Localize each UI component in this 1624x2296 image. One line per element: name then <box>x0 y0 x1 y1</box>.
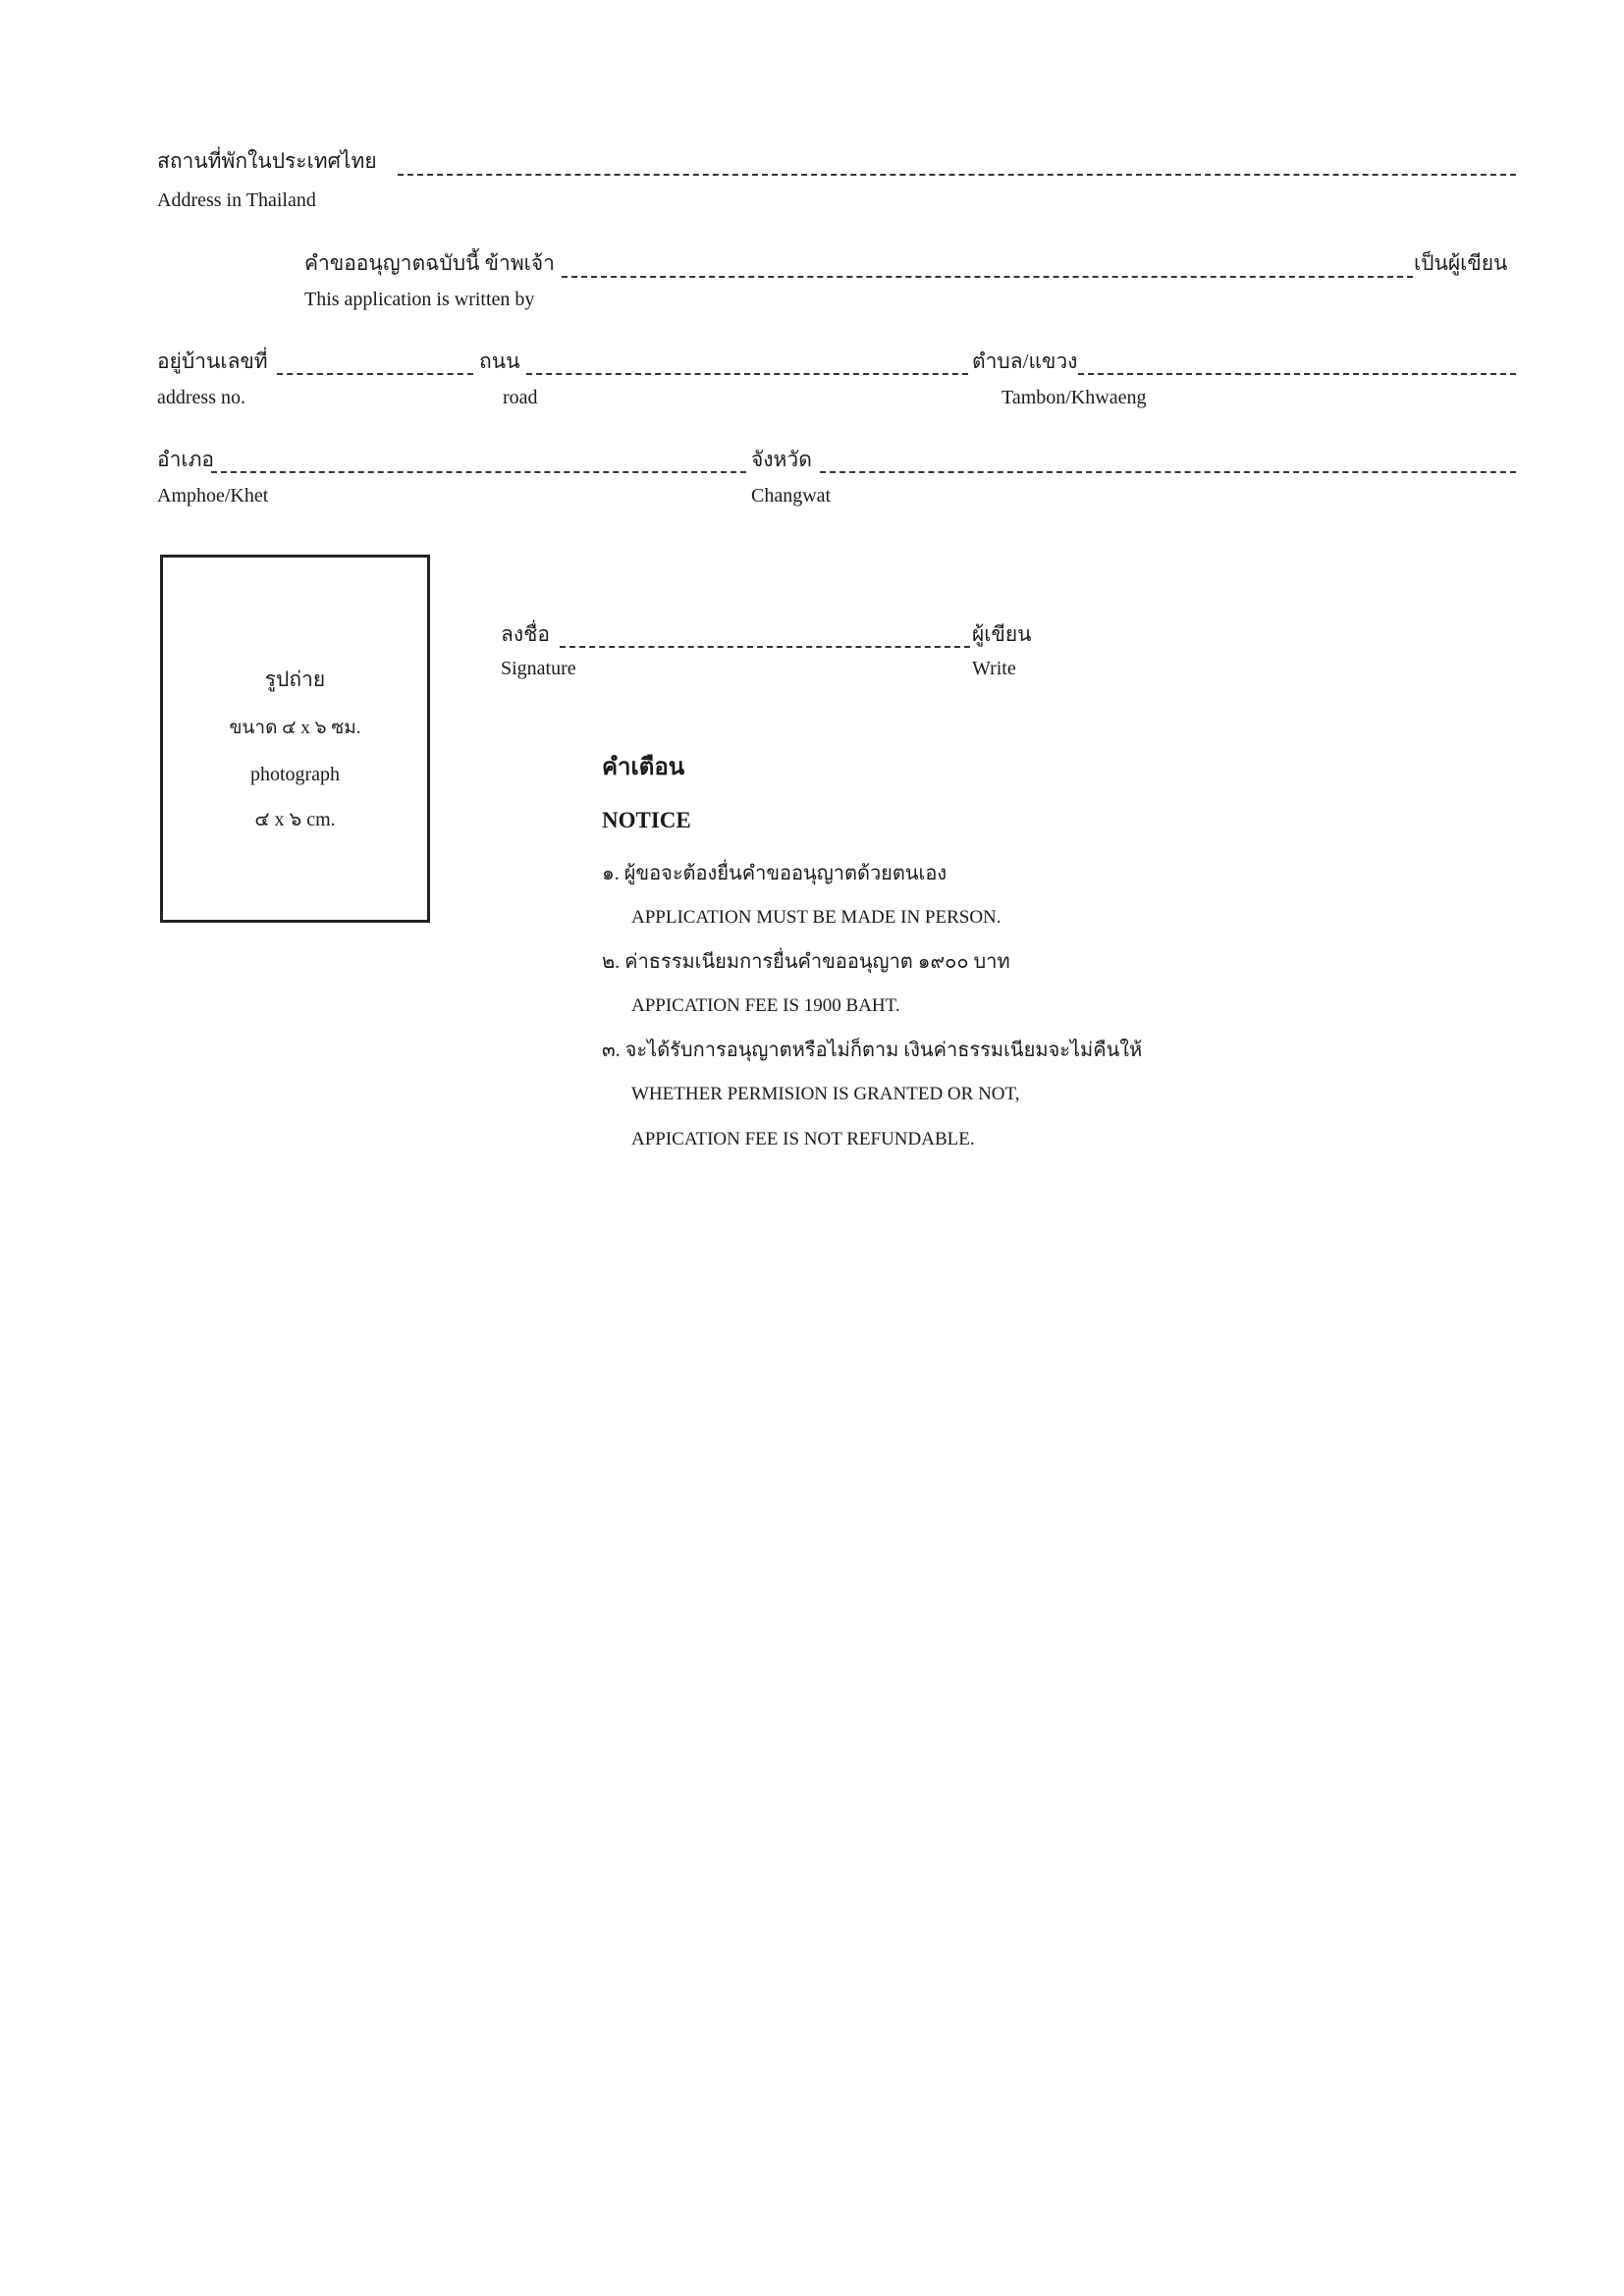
address-label-en: Address in Thailand <box>157 189 316 211</box>
signature-label-th: ลงชื่อ <box>501 622 550 646</box>
signature-field[interactable] <box>560 646 970 648</box>
notice-title-en: NOTICE <box>602 808 691 832</box>
signature-label-en: Signature <box>501 658 576 679</box>
address-label-th: สถานที่พักในประเทศไทย <box>157 149 377 173</box>
notice-title-th: คำเตือน <box>602 755 685 780</box>
road-label-en: road <box>503 387 538 408</box>
application-label-th: คำขออนุญาตฉบับนี้ ข้าพเจ้า <box>304 251 555 275</box>
notice-item-2-th: ๒. ค่าธรรมเนียมการยื่นคำขออนุญาต ๑๙๐๐ บาท <box>602 951 1010 973</box>
notice-item-3-en-cont: APPICATION FEE IS NOT REFUNDABLE. <box>631 1129 975 1149</box>
tambon-label-th: ตำบล/แขวง <box>972 349 1078 373</box>
changwat-label-en: Changwat <box>751 485 832 507</box>
signature-suffix-en: Write <box>972 658 1016 679</box>
notice-item-1-th: ๑. ผู้ขอจะต้องยื่นคำขออนุญาตด้วยตนเอง <box>602 863 947 884</box>
photo-box <box>160 555 430 923</box>
photo-size-th: ขนาด ๔ x ๖ ซม. <box>229 718 361 738</box>
application-writer-field[interactable] <box>562 276 1413 278</box>
application-suffix-th: เป็นผู้เขียน <box>1414 251 1508 275</box>
amphoe-label-th: อำเภอ <box>157 448 215 471</box>
notice-item-2-en: APPICATION FEE IS 1900 BAHT. <box>631 995 900 1016</box>
tambon-field[interactable] <box>1078 373 1516 375</box>
application-label-en: This application is written by <box>304 289 535 310</box>
address-field[interactable] <box>398 174 1516 176</box>
changwat-label-th: จังหวัด <box>751 448 812 471</box>
signature-suffix-th: ผู้เขียน <box>972 622 1032 646</box>
notice-item-3-en: WHETHER PERMISION IS GRANTED OR NOT, <box>631 1084 1020 1104</box>
photo-label-en: photograph <box>249 764 341 785</box>
house-no-label-th: อยู่บ้านเลขที่ <box>157 349 268 373</box>
amphoe-label-en: Amphoe/Khet <box>157 485 269 507</box>
house-no-label-en: address no. <box>157 387 245 408</box>
road-label-th: ถนน <box>479 349 520 373</box>
changwat-field[interactable] <box>820 471 1516 473</box>
amphoe-field[interactable] <box>211 471 746 473</box>
photo-size-en: ๔ x ๖ cm. <box>254 809 336 830</box>
notice-item-1-en: APPLICATION MUST BE MADE IN PERSON. <box>631 907 1001 928</box>
road-field[interactable] <box>526 373 968 375</box>
house-no-field[interactable] <box>277 373 473 375</box>
photo-label-th: รูปถ่าย <box>264 667 326 691</box>
tambon-label-en: Tambon/Khwaeng <box>1001 387 1147 408</box>
notice-item-3-th: ๓. จะได้รับการอนุญาตหรือไม่ก็ตาม เงินค่าธรรมเนียมจะไม่คืนให้ <box>602 1040 1143 1061</box>
